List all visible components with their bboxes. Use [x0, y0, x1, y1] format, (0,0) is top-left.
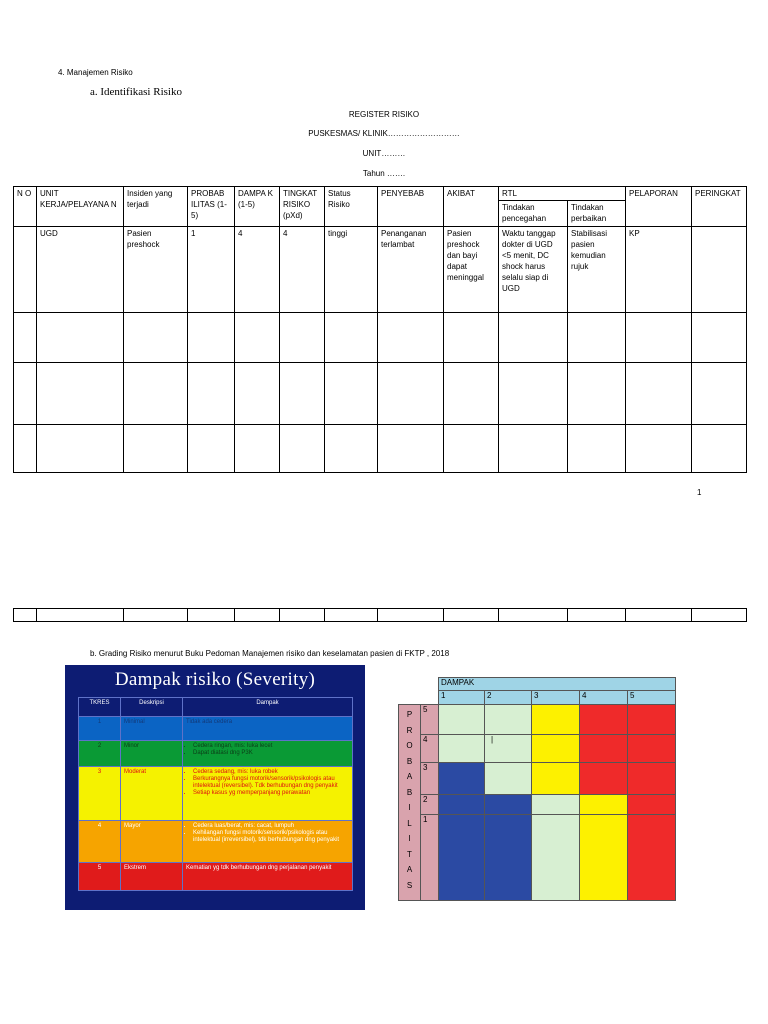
severity-desc: Minor	[121, 741, 183, 767]
cell-probabilitas: 1	[188, 227, 235, 313]
header-peringkat: PERINGKAT	[692, 187, 747, 227]
severity-level: 1	[79, 717, 121, 741]
severity-row	[79, 863, 353, 891]
severity-impact: Kematian yg tdk berhubungan dng perjalanan penyakit	[183, 863, 353, 891]
header-probabilitas: PROBAB ILITAS (1-5)	[188, 187, 235, 227]
register-title: REGISTER RISIKO	[348, 110, 420, 119]
cell-pencegahan: Waktu tanggap dokter di UGD <5 menit, DC shock harus selalu siap di UGD	[499, 227, 568, 313]
dampak-header: DAMPAK	[439, 678, 676, 691]
severity-level: 5	[79, 863, 121, 891]
header-pencegahan: Tindakan pencegahan	[499, 201, 568, 227]
severity-impact	[183, 741, 353, 767]
severity-desc: Mayor	[121, 821, 183, 863]
header-dampak: DAMPA K (1-5)	[235, 187, 280, 227]
risk-register-table	[13, 186, 747, 473]
probabilitas-label: P R O B A B I L I T A S	[399, 705, 421, 901]
prob-row-label: 5	[421, 705, 439, 735]
severity-desc: Ekstrem	[121, 863, 183, 891]
severity-col-tingkat: TKRES	[79, 698, 121, 717]
cell-tingkat: 4	[280, 227, 325, 313]
header-rtl: RTL	[499, 187, 626, 201]
impact-item: • Cedera ringan, mis: luka lecet	[193, 743, 349, 750]
table-row	[14, 425, 747, 473]
cell-perbaikan: Stabilisasi pasien kemudian rujuk	[568, 227, 626, 313]
severity-col-deskripsi: Deskripsi	[121, 698, 183, 717]
impact-item: • Dapat diatasi dng P3K	[193, 750, 349, 757]
severity-desc: Moderat	[121, 767, 183, 821]
dampak-col-label: 1	[439, 691, 485, 705]
cell-status: tinggi	[325, 227, 378, 313]
subsection-a: a. Identifikasi Risiko	[90, 86, 182, 98]
cell-penyebab: Penanganan terlambat	[378, 227, 444, 313]
puskesmas-line: PUSKESMAS/ KLINIK………………………	[308, 129, 460, 138]
table-row	[14, 227, 747, 313]
severity-desc: Minimal	[121, 717, 183, 741]
severity-table	[78, 697, 353, 891]
header-no: N O	[14, 187, 37, 227]
table-row	[14, 313, 747, 363]
prob-row-label: 2	[421, 795, 439, 815]
cell-dampak: 4	[235, 227, 280, 313]
table-row	[14, 363, 747, 425]
severity-impact: Tidak ada cedera	[183, 717, 353, 741]
header-penyebab: PENYEBAB	[378, 187, 444, 227]
severity-row	[79, 717, 353, 741]
severity-level: 3	[79, 767, 121, 821]
header-akibat: AKIBAT	[444, 187, 499, 227]
impact-item: • Berkurangnya fungsi motorik/sensorik/psikologis atau intelektual (reversibel). Tdk berhubungan dng penyakit	[193, 776, 349, 790]
cell-pelaporan: KP	[626, 227, 692, 313]
prob-row-label: 3	[421, 763, 439, 795]
severity-impact	[183, 821, 353, 863]
severity-row	[79, 821, 353, 863]
severity-level: 2	[79, 741, 121, 767]
tahun-line: Tahun …….	[362, 169, 406, 178]
cell-no	[14, 227, 37, 313]
cell-insiden: Pasien preshock	[124, 227, 188, 313]
header-unit: UNIT KERJA/PELAYANA N	[37, 187, 124, 227]
prob-row-label: 1	[421, 815, 439, 901]
header-perbaikan: Tindakan perbaikan	[568, 201, 626, 227]
severity-panel	[65, 665, 365, 910]
dampak-col-label: 2	[485, 691, 532, 705]
continuation-table-row	[13, 608, 747, 622]
severity-row	[79, 741, 353, 767]
unit-line: UNIT………	[362, 149, 406, 158]
page-number: 1	[697, 488, 702, 497]
prob-row-label: 4	[421, 735, 439, 763]
header-insiden: Insiden yang terjadi	[124, 187, 188, 227]
severity-impact	[183, 767, 353, 821]
severity-title: Dampak risiko (Severity)	[114, 669, 316, 690]
impact-item: • Cedera luas/berat, mis: cacat, lumpuh	[193, 823, 349, 830]
dampak-col-label: 4	[580, 691, 628, 705]
subsection-b: b. Grading Risiko menurut Buku Pedoman Manajemen risiko dan keselamatan pasien di FKTP , 2018	[90, 649, 450, 658]
dampak-col-label: 3	[532, 691, 580, 705]
severity-col-dampak: Dampak	[183, 698, 353, 717]
section-heading: 4. Manajemen Risiko	[58, 68, 133, 77]
cell-peringkat	[692, 227, 747, 313]
risk-matrix-grid: DAMPAK 1 2 3 4 5 P R O B A B I L I T A S 5 4 | 3 2 1	[398, 677, 676, 901]
cell-unit: UGD	[37, 227, 124, 313]
dampak-col-label: 5	[628, 691, 676, 705]
impact-item: • Setiap kasus yg memperpanjang perawatan	[193, 790, 349, 797]
severity-level: 4	[79, 821, 121, 863]
header-tingkat-risiko: TINGKAT RISIKO (pXd)	[280, 187, 325, 227]
header-status: Status Risiko	[325, 187, 378, 227]
risk-matrix	[398, 662, 678, 907]
cell-akibat: Pasien preshock dan bayi dapat meninggal	[444, 227, 499, 313]
impact-item: • Cedera sedang, mis: luka robek	[193, 769, 349, 776]
impact-item: • Kehilangan fungsi motorik/sensorik/psikologis atau intelektual (irreversibel), tdk berhubungan dng penyakit	[193, 830, 349, 844]
header-pelaporan: PELAPORAN	[626, 187, 692, 227]
severity-row	[79, 767, 353, 821]
